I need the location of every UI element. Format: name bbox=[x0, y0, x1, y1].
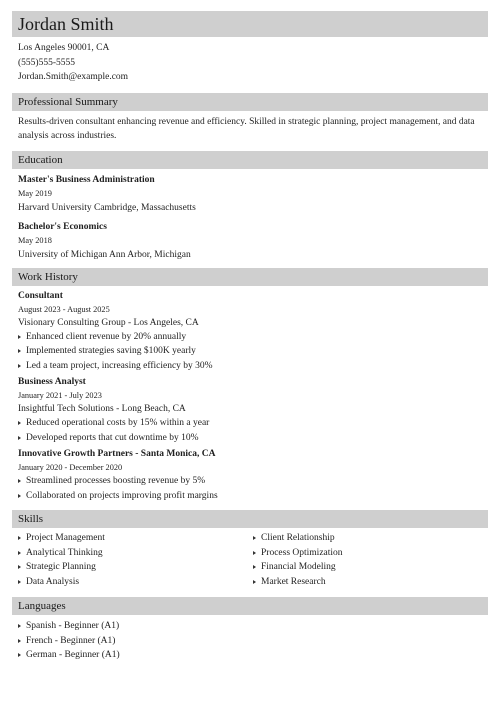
address: Los Angeles 90001, CA bbox=[18, 43, 110, 53]
bullet-icon bbox=[18, 653, 21, 657]
degree: Master's Business Administration bbox=[18, 174, 155, 185]
job-entry bbox=[18, 289, 488, 374]
section-header-skills: Skills bbox=[12, 510, 488, 528]
list-item: French - Beginner (A1) bbox=[18, 634, 488, 649]
list-item: Spanish - Beginner (A1) bbox=[18, 619, 488, 634]
list-item: Developed reports that cut downtime by 10% bbox=[18, 431, 488, 446]
bullet-icon bbox=[18, 551, 21, 555]
skills-grid bbox=[12, 531, 488, 589]
company: Visionary Consulting Group - Los Angeles, CA bbox=[18, 317, 199, 328]
job-title: Consultant bbox=[18, 290, 63, 301]
bullet-icon bbox=[253, 551, 256, 555]
list-item: German - Beginner (A1) bbox=[18, 648, 488, 663]
list-item: Streamlined processes boosting revenue by 5% bbox=[18, 474, 488, 489]
bullet-icon bbox=[18, 580, 21, 584]
list-item: Market Research bbox=[253, 575, 488, 590]
list-item: Implemented strategies saving $100K yearly bbox=[18, 344, 488, 359]
skills-column-right bbox=[253, 531, 488, 589]
job-bullets bbox=[18, 474, 488, 503]
section-header-summary: Professional Summary bbox=[12, 93, 488, 111]
list-item: Collaborated on projects improving profit margins bbox=[18, 489, 488, 504]
bullet-icon bbox=[18, 624, 21, 628]
job-title: Innovative Growth Partners - Santa Monica, CA bbox=[18, 449, 216, 459]
bullet-icon bbox=[18, 349, 21, 353]
bullet-icon bbox=[18, 639, 21, 643]
list-item: Project Management bbox=[18, 531, 253, 546]
resume-page bbox=[12, 11, 488, 663]
bullet-icon bbox=[18, 536, 21, 540]
job-title: Business Analyst bbox=[18, 377, 86, 387]
bullet-icon bbox=[18, 364, 21, 368]
education-entry bbox=[18, 220, 488, 262]
list-item: Financial Modeling bbox=[253, 560, 488, 575]
bullet-icon bbox=[253, 565, 256, 569]
phone: (555)555-5555 bbox=[18, 57, 75, 68]
work-list bbox=[12, 289, 488, 504]
education-entry bbox=[18, 173, 488, 215]
list-item: Strategic Planning bbox=[18, 560, 253, 575]
list-item: Reduced operational costs by 15% within a year bbox=[18, 416, 488, 431]
list-item: Led a team project, increasing efficiency by 30% bbox=[18, 359, 488, 374]
job-bullets bbox=[18, 330, 488, 374]
section-header-languages: Languages bbox=[12, 597, 488, 615]
bullet-icon bbox=[18, 494, 21, 498]
list-item: Data Analysis bbox=[18, 575, 253, 590]
section-header-work-history: Work History bbox=[12, 268, 488, 286]
bullet-icon bbox=[18, 436, 21, 440]
company: Insightful Tech Solutions - Long Beach, CA bbox=[18, 404, 186, 414]
skills-column-left bbox=[18, 531, 253, 589]
bullet-icon bbox=[18, 479, 21, 483]
bullet-icon bbox=[18, 335, 21, 339]
name-heading: Jordan Smith bbox=[12, 11, 488, 37]
list-item: Enhanced client revenue by 20% annually bbox=[18, 330, 488, 345]
education-date: May 2018 bbox=[18, 235, 52, 245]
contact-block bbox=[12, 41, 488, 85]
list-item: Process Optimization bbox=[253, 546, 488, 561]
school: University of Michigan Ann Arbor, Michigan bbox=[18, 249, 191, 260]
list-item: Client Relationship bbox=[253, 531, 488, 546]
job-dates: January 2020 - December 2020 bbox=[18, 463, 123, 472]
list-item: Analytical Thinking bbox=[18, 546, 253, 561]
bullet-icon bbox=[18, 565, 21, 569]
job-entry bbox=[18, 447, 488, 503]
bullet-icon bbox=[253, 536, 256, 540]
job-dates: August 2023 - August 2025 bbox=[18, 304, 110, 314]
summary-text: Results-driven consultant enhancing revenue and efficiency. Skilled in strategic planning, project management, and data analysis across industries. bbox=[18, 116, 475, 141]
degree: Bachelor's Economics bbox=[18, 221, 107, 232]
email: Jordan.Smith@example.com bbox=[18, 72, 129, 82]
education-list bbox=[12, 173, 488, 262]
education-date: May 2019 bbox=[18, 188, 52, 198]
languages-list bbox=[12, 619, 488, 663]
bullet-icon bbox=[253, 580, 256, 584]
bullet-icon bbox=[18, 421, 21, 425]
job-bullets bbox=[18, 416, 488, 445]
job-dates: January 2021 - July 2023 bbox=[18, 391, 102, 400]
school: Harvard University Cambridge, Massachusetts bbox=[18, 202, 196, 213]
section-header-education: Education bbox=[12, 151, 488, 169]
job-entry bbox=[18, 375, 488, 445]
